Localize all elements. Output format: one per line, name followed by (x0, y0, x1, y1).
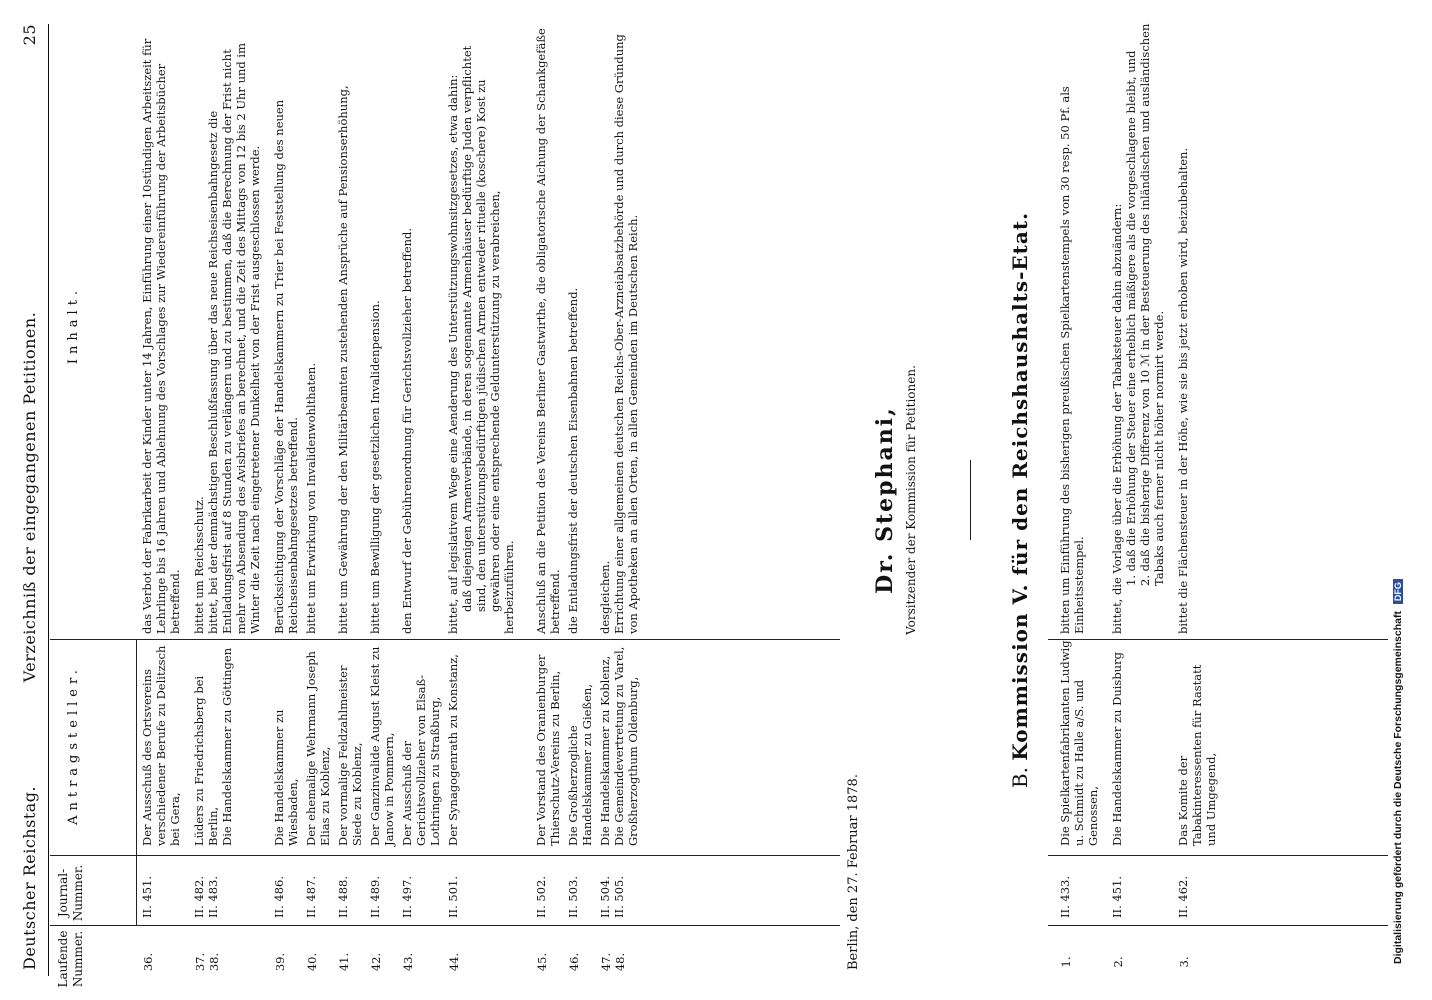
petition-table-b (1058, 16, 1222, 992)
inhalt-paragraph: bittet, auf legislativem Wege eine Aenderung des Unterstützungswohnsitzgesetzes, etwa dahin: (446, 74, 460, 634)
inhalt (598, 16, 640, 634)
row-spacer (262, 16, 272, 992)
row-spacer (1166, 16, 1176, 992)
antragsteller: Die Großherzogliche Handelskammer zu Gießen, (566, 684, 594, 846)
signature-block (872, 0, 918, 1000)
inhalt-paragraph: herbeizuführen. (502, 540, 516, 634)
antragsteller: Die Spielkartenfabrikanten Ludwig u. Schmidt zu Halle a/S. und Genossen, (1058, 640, 1100, 846)
inhalt-paragraph: 1. daß die Erhöhung der Steuer eine erheblich mäßigere als die vorgeschlagene bleibt, und (1124, 50, 1138, 586)
inhalt-paragraph: bittet um Bewilligung der gesetzlichen Invalidenpension. (368, 300, 382, 634)
laufende-nummer: 39. (273, 952, 287, 972)
journal-nummer: II. 487. (304, 875, 318, 918)
digitization-credit (1392, 34, 1404, 964)
section-letter: B. (1008, 767, 1032, 789)
antragsteller: Die Handelskammer zu Duisburg (1110, 652, 1124, 846)
journal-nummer: II. 488. (336, 875, 350, 918)
table-row (598, 16, 640, 992)
column-header-inhalt: Inhalt. (66, 285, 81, 365)
table-row (1176, 16, 1218, 992)
table-row (1058, 16, 1100, 992)
laufende-nummer: 41. (337, 952, 351, 972)
laufende-nummer: 42. (369, 952, 383, 972)
table-row (446, 16, 516, 992)
laufende-nummer: 3. (1177, 956, 1191, 968)
inhalt-paragraph: Errichtung einer allgemeinen deutschen Reichs-Ober-Arzneiabsatzbehörde und durch diese Gründung von Apotheken an allen Orten, in allen Gemeinden im Deutschen Reich. (612, 34, 640, 634)
laufende-nummer: 1. (1059, 956, 1073, 968)
inhalt (566, 16, 594, 634)
section-divider (970, 460, 971, 540)
laufende-nummer: 37. 38. (193, 952, 221, 972)
row-spacer (516, 16, 534, 992)
inhalt (1176, 16, 1218, 634)
laufende-nummer: 47. 48. (599, 952, 627, 972)
antragsteller: Der ehemalige Wehrmann Joseph Elias zu Koblenz, (304, 651, 332, 846)
journal-nummer: II. 462. (1176, 875, 1190, 918)
inhalt-paragraph: Anschluß an die Petition des Vereins Berliner Gastwirthe, die obligatorische Aichung der Schankgefäße betreffend. (534, 28, 562, 634)
inhalt (534, 16, 562, 634)
inhalt-paragraph: Berücksichtigung der Vorschläge der Handelskammern zu Trier bei Feststellung des neuen Reichseisenbahngesetzes betreffend. (272, 99, 300, 634)
inhalt (304, 16, 332, 634)
inhalt (400, 16, 442, 634)
signatory-name: Dr. Stephani, (872, 406, 898, 594)
antragsteller: Die Handelskammer zu Koblenz, Die Gemeindevertretung zu Varel, Großherzogthum Oldenburg, (598, 646, 640, 846)
inhalt-paragraph: daß diejenigen Armenverbände, in deren sogenannte Armenhäuser bedürftige Juden verpflichtet sind, den unterstützungsbedürftigen jüdischen Armen entweder rituelle (koschere) Kost zu gewähren oder eine entsprechende Geldunterstützung zu verabreichen, (460, 45, 502, 612)
dfg-badge: DFG (1393, 579, 1403, 604)
antragsteller: Der Ausschuß der Gerichtsvollzieher von Elsaß-Lothringen zu Straßburg, (400, 674, 442, 846)
laufende-nummer: 45. (535, 952, 549, 972)
running-head-title: Verzeichniß der eingegangenen Petitionen. (20, 311, 39, 683)
table-row (304, 16, 332, 992)
row-spacer (640, 16, 650, 992)
antragsteller: Der Synagogenrath zu Konstanz, (446, 654, 460, 846)
place-date: Berlin, den 27. Februar 1878. (846, 774, 861, 970)
journal-nummer: II. 433. (1058, 875, 1072, 918)
laufende-nummer: 43. (401, 952, 415, 972)
inhalt-paragraph: die Entladungsfrist der deutschen Eisenbahnen betreffend. (566, 287, 580, 634)
inhalt-paragraph: den Entwurf der Gebührenordnung für Gerichtsvollzieher betreffend. (400, 227, 414, 634)
table-row (400, 16, 442, 992)
inhalt-paragraph: bittet, bei der demnächstigen Beschlußfassung über das neue Reichseisenbahngesetz die Entladungsfrist auf 8 Stunden zu verlängern und zu bestimmen, daß die Berechnung der Frist nicht mehr von Absendung des Avisbriefes an berechnet, und die Zeit des Mittags von 12 bis 2 Uhr und im Winter die Zeit nach eingetretener Dunkelheit von der Frist ausgeschlossen werde. (206, 43, 262, 634)
table-row (368, 16, 396, 992)
journal-nummer: II. 497. (400, 875, 414, 918)
antragsteller: Der Ausschuß des Ortsvereins verschiedener Berufe zu Delitzsch bei Gera, (140, 645, 182, 846)
page-number: 25 (20, 24, 39, 46)
section-heading (1008, 0, 1032, 1000)
table-row (272, 16, 300, 992)
inhalt-paragraph: bitten um Einführung des bisherigen preußischen Spielkartenstempels von 30 resp. 50 Pf. als Einheitsstempel. (1058, 86, 1086, 634)
antragsteller: Die Handelskammer zu Wiesbaden, (272, 709, 300, 846)
antragsteller: Der vormalige Feldzahlmeister Siede zu Koblenz, (336, 665, 364, 846)
petition-table (140, 16, 650, 992)
column-header-journal-nummer: Journal-Nummer. (56, 864, 85, 922)
antragsteller: Lüders zu Friedrichsberg bei Berlin, Die Handelskammer zu Göttingen (192, 647, 234, 846)
header-rule (48, 24, 49, 976)
row-spacer (1100, 16, 1110, 992)
table-row (192, 16, 262, 992)
table-row (140, 16, 182, 992)
inhalt-paragraph: bittet um Erwirkung von Invalidenwohlthaten. (304, 363, 318, 634)
inhalt-paragraph: bittet die Flächensteuer in der Höhe, wie sie bis jetzt erhoben wird, beizubehalten. (1176, 147, 1190, 634)
inhalt (140, 16, 182, 634)
row-spacer (1218, 16, 1222, 992)
header-underline (136, 640, 137, 926)
laufende-nummer: 2. (1111, 956, 1125, 968)
journal-nummer: II. 451. (140, 875, 154, 918)
laufende-nummer: 44. (447, 952, 461, 972)
inhalt-paragraph: das Verbot der Fabrikarbeit der Kinder unter 14 Jahren, Einführung einer 10stündigen Arbeitszeit für Lehrlinge bis 16 Jahren und Ablehnung des Vorschlages zur Wiedereinführung der Arbeitsbücher betreffend. (140, 38, 182, 634)
inhalt-paragraph: desgleichen. (598, 560, 612, 634)
inhalt-paragraph: bittet um Gewährung der den Militärbeamten zustehenden Ansprüche auf Pensionserhöhung, (336, 85, 350, 634)
inhalt (446, 16, 516, 634)
inhalt (192, 16, 262, 634)
table-row (566, 16, 594, 992)
inhalt (368, 16, 396, 634)
journal-nummer: II. 502. (534, 875, 548, 918)
table-row (1110, 16, 1166, 992)
antragsteller: Das Komite der Tabakinteressenten für Rastatt und Umgegend, (1176, 664, 1218, 846)
journal-nummer: II. 489. (368, 875, 382, 918)
running-head (20, 24, 46, 970)
row-spacer (182, 16, 192, 992)
section-title: Kommission V. für den Reichshaushalts-Etat. (1008, 211, 1032, 761)
inhalt-paragraph: bittet um Reichsschutz. (192, 496, 206, 634)
inhalt (1058, 16, 1100, 634)
table-row (336, 16, 364, 992)
inhalt-paragraph: 2. daß die bisherige Differenz von 10 ℳ in der Besteuerung des inländischen und ausländischen Tabaks auch ferner nicht höher normirt werde. (1138, 23, 1166, 586)
column-header-laufende-nummer: Laufende Nummer. (56, 930, 85, 988)
signatory-title: Vorsitzender der Kommission für Petitionen. (904, 365, 918, 635)
column-header-antragsteller: Antragsteller. (66, 665, 81, 825)
journal-nummer: II. 504. II. 505. (598, 875, 626, 918)
journal-nummer: II. 486. (272, 875, 286, 918)
inhalt (336, 16, 364, 634)
table-row (534, 16, 562, 992)
laufende-nummer: 36. (141, 952, 155, 972)
journal-nummer: II. 451. (1110, 875, 1124, 918)
credit-text: Digitalisierung gefördert durch die Deutsche Forschungsgemeinschaft (1392, 611, 1404, 964)
antragsteller: Der Vorstand des Oranienburger Thierschutz-Vereins zu Berlin, (534, 654, 562, 846)
laufende-nummer: 40. (305, 952, 319, 972)
inhalt (272, 16, 300, 634)
inhalt (1110, 16, 1166, 634)
journal-nummer: II. 501. (446, 875, 460, 918)
antragsteller: Der Ganzinvalide August Kleist zu Janow in Pommern, (368, 646, 396, 846)
running-head-left: Deutscher Reichstag. (20, 785, 39, 970)
laufende-nummer: 46. (567, 952, 581, 972)
inhalt-paragraph: bittet, die Vorlage über die Erhöhung der Tabaksteuer dahin abzuändern: (1110, 203, 1124, 634)
journal-nummer: II. 503. (566, 875, 580, 918)
journal-nummer: II. 482. II. 483. (192, 875, 220, 918)
